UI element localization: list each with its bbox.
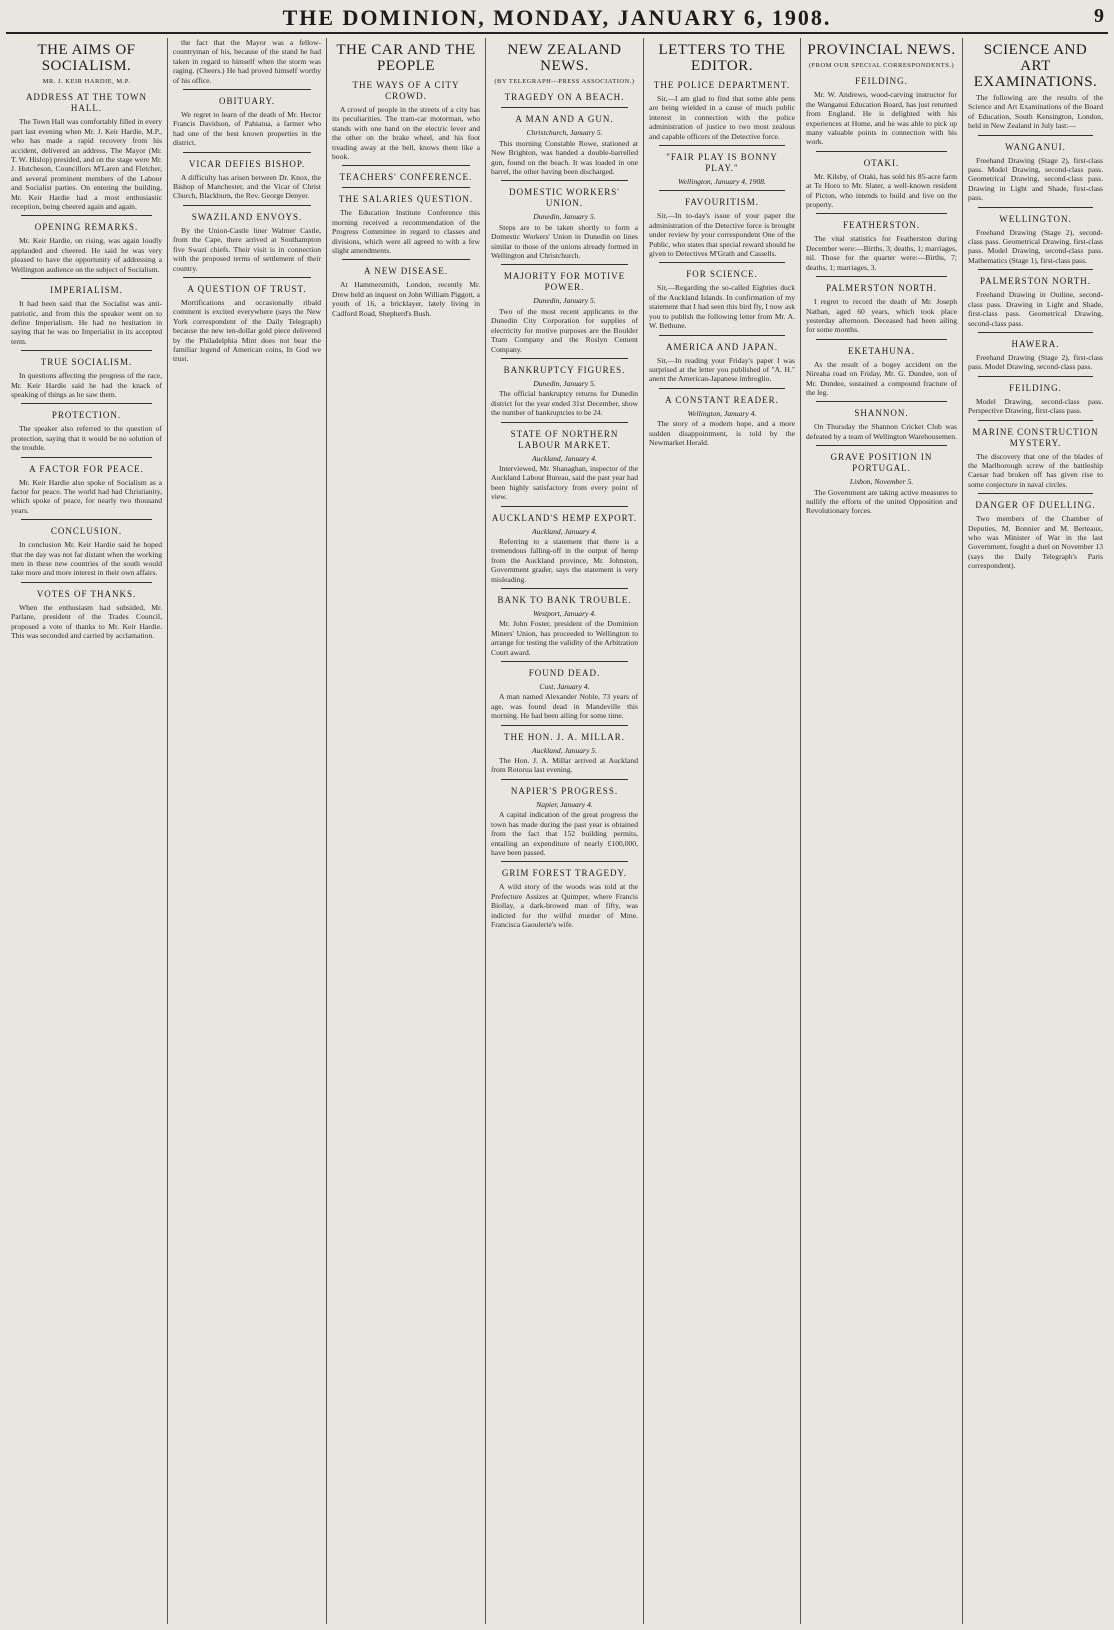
article-headline: TEACHERS' CONFERENCE. bbox=[339, 172, 473, 183]
article-headline: CONCLUSION. bbox=[50, 526, 123, 537]
column-4 bbox=[486, 38, 644, 1624]
column-heading: THE CAR AND THE PEOPLE bbox=[336, 42, 476, 74]
section-divider bbox=[816, 213, 947, 214]
article-headline: DOMESTIC WORKERS' UNION. bbox=[509, 187, 620, 209]
section-divider bbox=[978, 332, 1093, 333]
article-body: It had been said that the Socialist was anti-patriotic, and from this the speaker went on to define Imperialism. He had no hesitation in saying that he was no Imperialist in its accepted term. bbox=[11, 299, 162, 346]
section-divider bbox=[342, 187, 470, 188]
column-heading: PROVINCIAL NEWS. bbox=[807, 42, 956, 58]
article-headline: THE POLICE DEPARTMENT. bbox=[653, 80, 791, 90]
section-divider bbox=[21, 582, 152, 583]
article-body: The Education Institute Conference this morning received a recommendation of the Progress Committee in regard to classes and divisions, which were all agreed to with a few slight amendments. bbox=[332, 208, 480, 256]
article-body: The vital statistics for Featherston during December were:—Births, 3; deaths, 1; marriages, nil. Those for the quarter were:—Births, 7; deaths, 1; marriages, 3. bbox=[806, 234, 957, 272]
article-headline: A QUESTION OF TRUST. bbox=[187, 283, 307, 294]
article-headline: BANK TO BANK TROUBLE. bbox=[497, 595, 632, 605]
article-body: In conclusion Mr. Keir Hardie said he hoped that the day was not far distant when the working men in these new countries of the south would take more and more interest in their own affairs. bbox=[11, 540, 162, 578]
article-headline: OBITUARY. bbox=[218, 96, 276, 107]
article-dateline: Auckland, January 5. bbox=[532, 745, 597, 755]
section-divider bbox=[978, 493, 1093, 494]
column-heading: THE AIMS OF SOCIALISM. bbox=[37, 42, 136, 74]
article-headline: THE HON. J. A. MILLAR. bbox=[504, 731, 625, 742]
article-headline: EKETAHUNA. bbox=[847, 345, 916, 356]
article-headline: MARINE CONSTRUCTION MYSTERY. bbox=[972, 426, 1099, 448]
article-body: Mr. W. Andrews, wood-carving instructor for the Wanganui Education Board, has just returned from England. He is delighted with his experiences at Home, and he was able to pick up many valuable points in connection with his work. bbox=[806, 90, 957, 147]
article-headline: VOTES OF THANKS. bbox=[36, 588, 137, 599]
article-body: The Government are taking active measures to nullify the efforts of the united Opposition and Revolutionary forces. bbox=[806, 487, 957, 516]
article-body: The Town Hall was comfortably filled in every part last evening when Mr. J. Keir Hardie, M.P., who has made a rapid recovery from his accident, delivered an address. The Mayor (Mr. T. W. Hislop) presided, and on the stage were Mr. J. Hutcheson, Councillors M'Laren and Fletcher, and several prominent members of the Labour and Socialist parties. On entering the building, Mr. Keir Hardie had a most enthusiastic reception, being cheered again and again. bbox=[11, 117, 162, 212]
article-headline: STATE OF NORTHERN LABOUR MARKET. bbox=[510, 428, 619, 450]
article-body: I regret to record the death of Mr. Joseph Nathan, aged 60 years, which took place yesterday afternoon. Deceased had been ailing for some months. bbox=[806, 297, 957, 335]
article-headline: GRIM FOREST TRAGEDY. bbox=[501, 868, 628, 879]
article-body: When the enthusiasm had subsided, Mr. Parlane, president of the Trades Council, proposed a vote of thanks to Mr. Keir Hardie. This was seconded and carried by acclamation. bbox=[11, 602, 162, 641]
column-5 bbox=[644, 38, 801, 1624]
section-divider bbox=[21, 519, 152, 520]
section-divider bbox=[21, 403, 152, 404]
article-headline: NAPIER'S PROGRESS. bbox=[510, 785, 619, 796]
article-headline: OTAKI. bbox=[863, 157, 900, 168]
article-body: Sir,—Regarding the so-called Eighties duck of the Auckland Islands. In confirmation of my statement that I had seen this bird fly, I now ask you to publish the following letter from Mr. A. W. Bethune. bbox=[649, 283, 795, 331]
article-body: A wild story of the woods was told at the Prefecture Assizes at Quimper, where Francis Biollay, a dark-browed man of fifty, was indicted for the wilful murder of Mme. Francisca Gaoulerie's wife. bbox=[491, 882, 638, 929]
article-headline: FEATHERSTON. bbox=[842, 220, 921, 231]
column-2 bbox=[168, 38, 327, 1624]
article-body: A capital indication of the great progress the town has made during the past year is obtained from the fact that 152 building permits, entailing an expenditure of nearly £100,000, have been passed. bbox=[491, 810, 638, 857]
article-dateline: Dunedin, January 5. bbox=[533, 296, 596, 306]
article-headline: PALMERSTON NORTH. bbox=[980, 276, 1091, 287]
section-divider bbox=[978, 135, 1093, 136]
column-subheading: (FROM OUR SPECIAL CORRESPONDENTS.) bbox=[808, 62, 955, 69]
article-body: Freehand Drawing (Stage 2), first-class pass. Model Drawing, second-class pass. bbox=[968, 352, 1103, 372]
article-body: The speaker also referred to the question of protection, saying that it would be no solution of the trouble. bbox=[11, 424, 162, 453]
section-divider bbox=[501, 779, 628, 780]
article-headline: WANGANUI. bbox=[1005, 141, 1066, 152]
article-body: Sir,—In to-day's issue of your paper the administration of the Detective force is brought under review by your correspondent One of the Public, who states that special reward should be given to Detectives M'Grath and Cassells. bbox=[649, 211, 795, 259]
article-body: A difficulty has arisen between Dr. Knox, the Bishop of Manchester, and the Vicar of Christ Church, Blackburn, the Rev. George Denyer. bbox=[173, 172, 321, 201]
article-headline: A MAN AND A GUN. bbox=[515, 114, 614, 125]
article-body: We regret to learn of the death of Mr. Hector Francis Davidson, of Pahiatua, a farmer who had one of the best known properties in the district. bbox=[173, 110, 321, 148]
section-divider bbox=[183, 205, 311, 206]
article-headline: FOUND DEAD. bbox=[528, 668, 601, 679]
section-divider bbox=[501, 588, 628, 589]
section-divider bbox=[501, 264, 628, 265]
section-divider bbox=[501, 358, 628, 359]
article-headline: AMERICA AND JAPAN. bbox=[666, 341, 778, 352]
article-headline: TRUE SOCIALISM. bbox=[40, 357, 133, 368]
article-body: Two of the most recent applicants to the Dunedin City Corporation for supplies of electricity for motive purposes are the Boulder Tram Company and the Roslyn Cement Company. bbox=[491, 306, 638, 354]
article-dateline: Dunedin, January 5. bbox=[533, 212, 596, 222]
column-heading: SCIENCE AND ART EXAMINATIONS. bbox=[973, 42, 1098, 90]
section-divider bbox=[816, 401, 947, 402]
column-subheading: (BY TELEGRAPH—PRESS ASSOCIATION.) bbox=[494, 78, 635, 85]
article-headline: SHANNON. bbox=[854, 408, 909, 419]
section-divider bbox=[816, 339, 947, 340]
section-divider bbox=[659, 388, 785, 389]
article-headline: THE WAYS OF A CITY CROWD. bbox=[352, 80, 460, 101]
column-7 bbox=[963, 38, 1108, 1624]
section-divider bbox=[21, 350, 152, 351]
section-divider bbox=[978, 207, 1093, 208]
section-divider bbox=[342, 259, 470, 260]
article-dateline: Auckland, January 4. bbox=[532, 526, 597, 536]
article-body: Mortifications and occasionally ribald comment is excited everywhere (says the New York correspondent of the Daily Telegraph) because the new ten-dollar gold piece delivered by the Philadelphia Mint does not bear the familiar legend of American coins, In God we trust. bbox=[173, 297, 321, 364]
section-divider bbox=[978, 269, 1093, 270]
article-dateline: Lisbon, November 5. bbox=[849, 477, 914, 487]
article-headline: DANGER OF DUELLING. bbox=[975, 500, 1096, 511]
article-headline: A CONSTANT READER. bbox=[665, 394, 779, 405]
section-divider bbox=[501, 180, 628, 181]
article-body: Two members of the Chamber of Deputies, M. Bonnier and M. Berteaux, who was Minister of War in the last Government, fought a duel on November 13 (says the Daily Telegraph's Paris correspondent). bbox=[968, 514, 1103, 571]
article-body: the fact that the Mayor was a fellow-countryman of his, because of the stand he had taken in regard to himself when the storm was raging. (Cheers.) He had proved himself worthy of his office. bbox=[173, 38, 321, 85]
article-body: A crowd of people in the streets of a city has its peculiarities. The tram-car motorman, who stands with one hand on the electric lever and the other on the brake wheel, and his foot treading away at the bell, knows them like a book. bbox=[332, 105, 480, 162]
article-body: Sir,—I am glad to find that some able pens are being wielded in a cause of much public interest in connection with the police administration of justice to two most zealous and capable officers of the Detective force. bbox=[649, 94, 795, 141]
section-divider bbox=[978, 420, 1093, 421]
article-body: Mr. John Foster, president of the Dominion Miners' Union, has proceeded to Wellington to arrange for testing the validity of the Arbitration Court award. bbox=[491, 619, 638, 657]
article-dateline: Napier, January 4. bbox=[536, 799, 593, 809]
column-6 bbox=[801, 38, 963, 1624]
article-body: In questions affecting the progress of the race, Mr. Keir Hardie said he had the knack of speaking of things as he saw them. bbox=[11, 371, 162, 399]
article-body: A man named Alexander Noble, 73 years of age, was found dead in Mandeville this morning. He had been ailing for some time. bbox=[491, 692, 638, 721]
article-headline: "FAIR PLAY IS BONNY PLAY." bbox=[666, 152, 778, 174]
section-divider bbox=[659, 335, 785, 336]
section-divider bbox=[183, 152, 311, 153]
article-headline: OPENING REMARKS. bbox=[34, 222, 139, 233]
article-body: The discovery that one of the blades of the Marlborough screw of the battleship Caesar had broken off has given rise to some conjecture in naval circles. bbox=[968, 451, 1103, 489]
article-headline: WELLINGTON. bbox=[999, 213, 1072, 224]
article-headline: FEILDING. bbox=[855, 76, 908, 87]
column-1 bbox=[6, 38, 168, 1624]
article-headline: VICAR DEFIES BISHOP. bbox=[188, 158, 306, 169]
article-body: Mr. Keir Hardie, on rising, was again loudly applauded and cheered. He said he was very pleased to have the opportunity of addressing a Wellington audience on the subject of Socialism. bbox=[11, 236, 162, 274]
section-divider bbox=[816, 151, 947, 152]
article-body: Freehand Drawing in Outline, second-class pass. Drawing in Light and Shade, first-class pass. Geometrical Drawing, second-class pass. bbox=[968, 290, 1103, 328]
article-headline: AUCKLAND'S HEMP EXPORT. bbox=[491, 512, 638, 523]
article-headline: A FACTOR FOR PEACE. bbox=[29, 463, 144, 474]
article-headline: ADDRESS AT THE TOWN HALL. bbox=[25, 92, 148, 114]
article-headline: PALMERSTON NORTH. bbox=[826, 283, 937, 294]
article-dateline: Auckland, January 4. bbox=[532, 453, 597, 463]
article-body: Steps are to be taken shortly to form a Domestic Workers' Union in Dunedin on lines similar to those of the unions already formed in Wellington and Christchurch. bbox=[491, 222, 638, 261]
article-body: Referring to a statement that there is a tremendous falling-off in the output of hemp from the Auckland province, Mr. Johnston, Government grader, says the statement is very misleading. bbox=[491, 536, 638, 584]
article-dateline: Cust, January 4. bbox=[539, 682, 590, 692]
article-body: Freehand Drawing (Stage 2), second-class pass. Geometrical Drawing, first-class pass. Model Drawing, second-class pass. Mathematics (Stage 1), first-class pass. bbox=[968, 227, 1103, 265]
article-headline: BANKRUPTCY FIGURES. bbox=[503, 364, 626, 375]
section-divider bbox=[659, 262, 785, 263]
article-body: The following are the results of the Science and Art Examinations of the Board of Education, South Kensington, London, held in New Zealand in July last:— bbox=[968, 93, 1103, 131]
article-body: The Hon. J. A. Millar arrived at Auckland from Rotorua last evening. bbox=[491, 756, 638, 775]
section-divider bbox=[501, 861, 628, 862]
section-divider bbox=[659, 145, 785, 146]
article-dateline: Westport, January 4. bbox=[533, 609, 596, 618]
section-divider bbox=[183, 89, 311, 90]
column-subheading: MR. J. KEIR HARDIE, M.P. bbox=[42, 78, 131, 85]
article-headline: FAVOURITISM. bbox=[685, 197, 759, 208]
article-headline: PROTECTION. bbox=[51, 410, 122, 421]
article-body: As the result of a bogey accident on the Nireaha road on Friday, Mr. G. Dundee, son of Mr. Dundee, sustained a compound fracture of the leg. bbox=[806, 359, 957, 397]
article-dateline: Dunedin, January 5. bbox=[533, 378, 596, 388]
article-headline: HAWERA. bbox=[1011, 338, 1060, 349]
section-divider bbox=[183, 277, 311, 278]
article-body: On Thursday the Shannon Cricket Club was defeated by a team of Wellington Warehousemen. bbox=[806, 422, 957, 441]
section-divider bbox=[342, 165, 470, 166]
article-dateline: Wellington, January 4, 1908. bbox=[678, 177, 766, 187]
article-dateline: Christchurch, January 5. bbox=[526, 128, 603, 138]
column-heading: NEW ZEALAND NEWS. bbox=[507, 42, 622, 74]
article-body: The story of a modern hope, and a more sudden disappointment, is told by the Newmarket Herald. bbox=[649, 419, 795, 447]
article-headline: MAJORITY FOR MOTIVE POWER. bbox=[503, 271, 626, 293]
section-divider bbox=[816, 276, 947, 277]
masthead bbox=[6, 2, 1108, 34]
article-body: The official bankruptcy returns for Dunedin district for the year ended 31st December, show the number of bankruptcies to be 24. bbox=[491, 389, 638, 418]
article-headline: A NEW DISEASE. bbox=[363, 266, 449, 277]
section-divider bbox=[978, 376, 1093, 377]
article-body: Mr. Kilsby, of Otaki, has sold his 85-acre farm at Te Horo to Mr. Slater, a well-known resident of Picton, who intends to build and live on the property. bbox=[806, 171, 957, 210]
section-divider bbox=[501, 725, 628, 726]
section-divider bbox=[501, 107, 628, 108]
article-body: This morning Constable Rowe, stationed at New Brighton, was handed a double-barrelled gun, found on the beach. It was loaded in one barrel, the other having been discharged. bbox=[491, 138, 638, 177]
article-body: Model Drawing, second-class pass. Perspective Drawing, first-class pass. bbox=[968, 396, 1103, 416]
article-body: Freehand Drawing (Stage 2), first-class pass. Model Drawing, second-class pass. Geometrical Drawing, second-class pass. Drawing in Light and Shade, first-class pass. bbox=[968, 155, 1103, 203]
section-divider bbox=[501, 422, 628, 423]
article-body: By the Union-Castle liner Walmer Castle, from the Cape, there arrived at Southampton five Swazi chiefs. Their visit is in connection with the proposed terms of settlement of their country. bbox=[173, 225, 321, 273]
article-headline: FOR SCIENCE. bbox=[686, 269, 758, 280]
article-headline: GRAVE POSITION IN PORTUGAL. bbox=[830, 452, 933, 474]
section-divider bbox=[816, 445, 947, 446]
article-body: Mr. Keir Hardie also spoke of Socialism as a factor for peace. The world had had Christianity, which spoke of peace, for nearly two thousand years. bbox=[11, 477, 162, 515]
column-heading: LETTERS TO THE EDITOR. bbox=[658, 42, 786, 74]
page-number: 9 bbox=[1094, 5, 1104, 27]
article-headline: SWAZILAND ENVOYS. bbox=[191, 211, 303, 222]
section-divider bbox=[21, 278, 152, 279]
article-headline: FEILDING. bbox=[1009, 382, 1062, 393]
section-divider bbox=[501, 661, 628, 662]
article-body: Interviewed, Mr. Shanaghan, inspector of the Auckland Labour Bureau, said the past year had been highly satisfactory from every point of view. bbox=[491, 463, 638, 502]
section-divider bbox=[659, 190, 785, 191]
article-body: At Hammersmith, London, recently Mr. Drew held an inquest on John William Piggott, a youth of 16, a bricklayer, lately living in Cadford Road, Shepherd's Bush. bbox=[332, 280, 480, 318]
article-dateline: Wellington, January 4. bbox=[687, 408, 757, 418]
section-divider bbox=[21, 457, 152, 458]
article-headline: IMPERIALISM. bbox=[50, 285, 123, 296]
section-divider bbox=[21, 215, 152, 216]
newspaper-title: THE DOMINION, MONDAY, JANUARY 6, 1908. bbox=[282, 5, 832, 30]
article-body: Sir,—In reading your Friday's paper I was surprised at the letter you published of "A. H." anent the American-Japanese imbroglio. bbox=[649, 355, 795, 384]
section-divider bbox=[501, 506, 628, 507]
column-3 bbox=[327, 38, 486, 1624]
article-headline: TRAGEDY ON A BEACH. bbox=[504, 92, 625, 103]
article-headline: THE SALARIES QUESTION. bbox=[338, 194, 474, 205]
